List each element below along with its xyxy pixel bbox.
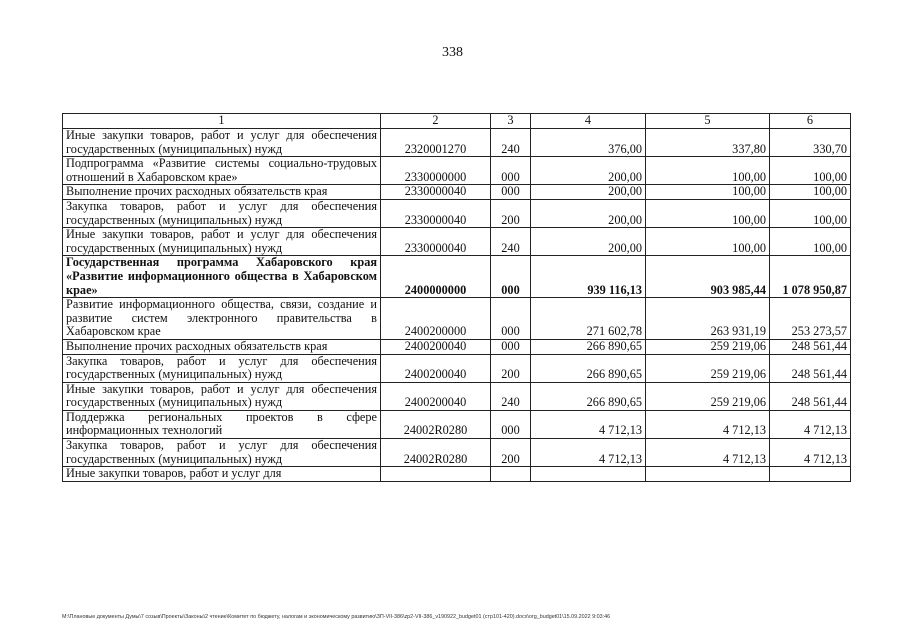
row-code xyxy=(381,467,491,482)
table-row xyxy=(63,228,851,256)
row-code: 2330000000 xyxy=(381,157,491,185)
row-amount-2: 903 985,44 xyxy=(646,256,770,298)
row-description: Выполнение прочих расходных обязательств края xyxy=(63,339,381,354)
row-amount-2: 259 219,06 xyxy=(646,382,770,410)
row-expense-type: 240 xyxy=(491,382,531,410)
row-description: Иные закупки товаров, работ и услуг для обеспечения государственных (муниципальных) нужд xyxy=(63,129,381,157)
row-expense-type: 000 xyxy=(491,298,531,340)
row-description: Закупка товаров, работ и услуг для обеспечения государственных (муниципальных) нужд xyxy=(63,199,381,227)
row-amount-1: 266 890,65 xyxy=(531,382,646,410)
row-amount-1 xyxy=(531,467,646,482)
row-code: 2330000040 xyxy=(381,185,491,200)
row-code: 2320001270 xyxy=(381,129,491,157)
row-description: Поддержка региональных проектов в сфере информационных технологий xyxy=(63,410,381,438)
row-amount-2: 100,00 xyxy=(646,228,770,256)
row-amount-3: 4 712,13 xyxy=(770,410,851,438)
row-code: 2400200000 xyxy=(381,298,491,340)
row-amount-2 xyxy=(646,467,770,482)
row-code: 2400200040 xyxy=(381,354,491,382)
row-description: Государственная программа Хабаровского края «Развитие информационного общества в Хабаровском крае» xyxy=(63,256,381,298)
row-description: Выполнение прочих расходных обязательств края xyxy=(63,185,381,200)
row-amount-3: 1 078 950,87 xyxy=(770,256,851,298)
table-row xyxy=(63,129,851,157)
row-expense-type: 000 xyxy=(491,185,531,200)
row-code: 2400200040 xyxy=(381,382,491,410)
row-amount-3: 330,70 xyxy=(770,129,851,157)
row-amount-2: 100,00 xyxy=(646,185,770,200)
row-amount-2: 4 712,13 xyxy=(646,439,770,467)
row-description: Развитие информационного общества, связи, создание и развитие систем электронного правительства в Хабаровском крае xyxy=(63,298,381,340)
row-code: 2330000040 xyxy=(381,199,491,227)
row-amount-1: 200,00 xyxy=(531,157,646,185)
row-amount-3: 253 273,57 xyxy=(770,298,851,340)
row-amount-1: 4 712,13 xyxy=(531,410,646,438)
row-amount-1: 4 712,13 xyxy=(531,439,646,467)
row-amount-3: 248 561,44 xyxy=(770,354,851,382)
row-description: Иные закупки товаров, работ и услуг для xyxy=(63,467,381,482)
col-header-year-2: 5 xyxy=(646,114,770,129)
row-amount-2: 259 219,06 xyxy=(646,339,770,354)
row-amount-3: 248 561,44 xyxy=(770,382,851,410)
row-description: Иные закупки товаров, работ и услуг для обеспечения государственных (муниципальных) нужд xyxy=(63,228,381,256)
row-amount-2: 100,00 xyxy=(646,199,770,227)
row-amount-1: 376,00 xyxy=(531,129,646,157)
row-amount-1: 266 890,65 xyxy=(531,354,646,382)
row-amount-2: 100,00 xyxy=(646,157,770,185)
row-expense-type: 000 xyxy=(491,157,531,185)
row-description: Подпрограмма «Развитие системы социально-трудовых отношений в Хабаровском крае» xyxy=(63,157,381,185)
col-header-description: 1 xyxy=(63,114,381,129)
table-body xyxy=(63,129,851,482)
row-amount-2: 263 931,19 xyxy=(646,298,770,340)
row-expense-type: 200 xyxy=(491,354,531,382)
row-expense-type: 200 xyxy=(491,199,531,227)
footer-file-path: M:\Плановые документы Думы\7 созыв\Проекты\Законы\2 чтение\Комитет по бюджету, налогам и экономическому развитию\ЗП-VII-386\zp2-VII-386_v190922_budget01 (стр101-420).docx\org_budget01\15.09.2022 9:03:46 xyxy=(62,614,611,620)
row-code: 2400000000 xyxy=(381,256,491,298)
row-amount-1: 271 602,78 xyxy=(531,298,646,340)
table-row-partial xyxy=(63,467,851,482)
row-amount-1: 200,00 xyxy=(531,199,646,227)
row-amount-1: 939 116,13 xyxy=(531,256,646,298)
row-expense-type: 000 xyxy=(491,256,531,298)
table-row xyxy=(63,439,851,467)
table-row xyxy=(63,157,851,185)
table-row xyxy=(63,410,851,438)
table-row xyxy=(63,339,851,354)
table-row xyxy=(63,185,851,200)
col-header-code: 2 xyxy=(381,114,491,129)
row-amount-3: 100,00 xyxy=(770,199,851,227)
row-expense-type: 200 xyxy=(491,439,531,467)
row-amount-2: 4 712,13 xyxy=(646,410,770,438)
table-row xyxy=(63,199,851,227)
budget-table xyxy=(62,113,851,482)
table-row xyxy=(63,298,851,340)
row-code: 2400200040 xyxy=(381,339,491,354)
row-description: Закупка товаров, работ и услуг для обеспечения государственных (муниципальных) нужд xyxy=(63,354,381,382)
row-code: 2330000040 xyxy=(381,228,491,256)
table-row xyxy=(63,354,851,382)
row-code: 24002R0280 xyxy=(381,410,491,438)
row-amount-3: 100,00 xyxy=(770,228,851,256)
row-expense-type: 240 xyxy=(491,228,531,256)
row-code: 24002R0280 xyxy=(381,439,491,467)
row-description: Иные закупки товаров, работ и услуг для обеспечения государственных (муниципальных) нужд xyxy=(63,382,381,410)
table-row xyxy=(63,382,851,410)
row-expense-type: 000 xyxy=(491,339,531,354)
col-header-year-3: 6 xyxy=(770,114,851,129)
row-amount-3: 100,00 xyxy=(770,185,851,200)
row-expense-type xyxy=(491,467,531,482)
row-amount-2: 259 219,06 xyxy=(646,354,770,382)
col-header-expense-type: 3 xyxy=(491,114,531,129)
row-amount-3 xyxy=(770,467,851,482)
row-expense-type: 240 xyxy=(491,129,531,157)
row-amount-3: 4 712,13 xyxy=(770,439,851,467)
row-description: Закупка товаров, работ и услуг для обеспечения государственных (муниципальных) нужд xyxy=(63,439,381,467)
row-amount-1: 200,00 xyxy=(531,228,646,256)
page-number: 338 xyxy=(442,45,463,60)
row-expense-type: 000 xyxy=(491,410,531,438)
col-header-year-1: 4 xyxy=(531,114,646,129)
row-amount-1: 266 890,65 xyxy=(531,339,646,354)
table-row xyxy=(63,256,851,298)
row-amount-2: 337,80 xyxy=(646,129,770,157)
row-amount-1: 200,00 xyxy=(531,185,646,200)
row-amount-3: 100,00 xyxy=(770,157,851,185)
row-amount-3: 248 561,44 xyxy=(770,339,851,354)
header-row xyxy=(63,114,851,129)
